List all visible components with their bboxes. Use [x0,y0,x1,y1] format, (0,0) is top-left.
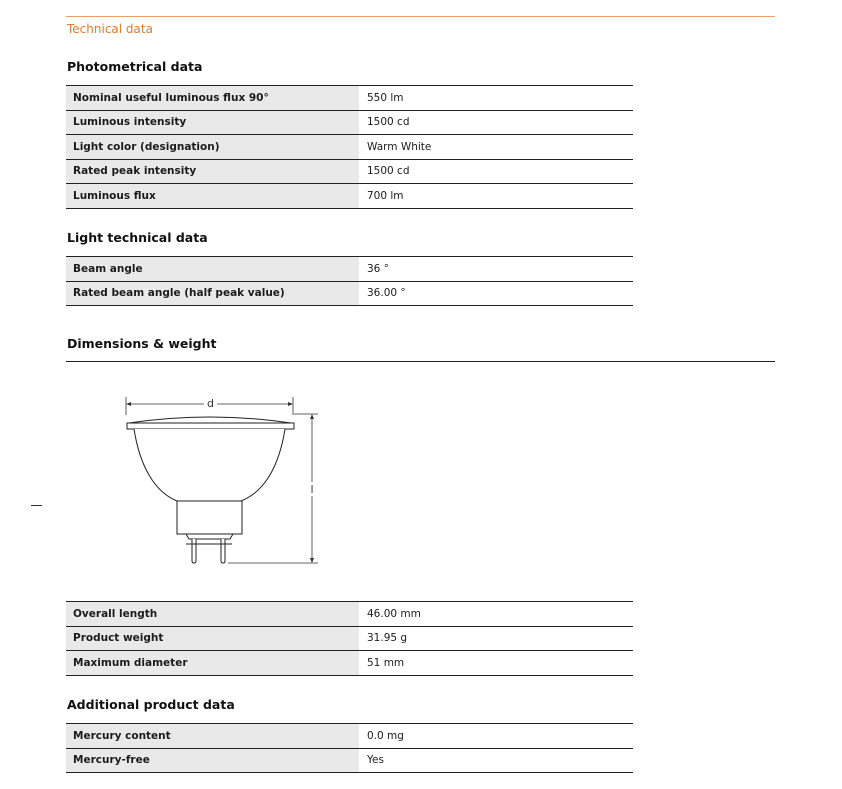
table-row [66,159,633,184]
section-title-photometrical: Photometrical data [67,59,203,74]
row-value: 550 lm [359,86,633,111]
row-label: Mercury content [66,724,359,749]
table-row [66,602,633,627]
light-technical-table [66,256,633,306]
photometrical-table [66,85,633,209]
row-label: Maximum diameter [66,651,359,676]
section-divider [66,361,775,362]
margin-mark [31,505,42,506]
row-value: 0.0 mg [359,724,633,749]
table-row [66,724,633,749]
row-value: 1500 cd [359,110,633,135]
row-value: 46.00 mm [359,602,633,627]
section-title-additional: Additional product data [67,697,235,712]
row-value: 36 ° [359,257,633,282]
row-value: Warm White [359,135,633,160]
row-label: Luminous flux [66,184,359,209]
page-title: Technical data [67,22,153,36]
length-label: l [310,483,314,496]
table-row [66,135,633,160]
row-label: Rated peak intensity [66,159,359,184]
section-title-light-technical: Light technical data [67,230,208,245]
table-row [66,184,633,209]
row-label: Luminous intensity [66,110,359,135]
top-accent-rule [66,16,775,17]
row-value: 1500 cd [359,159,633,184]
dimensions-table [66,601,633,676]
row-label: Beam angle [66,257,359,282]
table-row [66,86,633,111]
row-label: Mercury-free [66,748,359,773]
row-label: Nominal useful luminous flux 90° [66,86,359,111]
row-label: Light color (designation) [66,135,359,160]
row-label: Product weight [66,626,359,651]
lamp-dimension-drawing [118,392,324,568]
additional-table [66,723,633,773]
table-row [66,748,633,773]
row-label: Rated beam angle (half peak value) [66,281,359,306]
lamp-outline-icon [118,392,324,568]
section-title-dimensions: Dimensions & weight [67,336,217,351]
table-row [66,257,633,282]
row-value: 700 lm [359,184,633,209]
table-row [66,281,633,306]
diameter-label: d [207,397,214,410]
row-value: Yes [359,748,633,773]
table-row [66,626,633,651]
row-value: 31.95 g [359,626,633,651]
row-value: 51 mm [359,651,633,676]
table-row [66,110,633,135]
table-row [66,651,633,676]
row-value: 36.00 ° [359,281,633,306]
row-label: Overall length [66,602,359,627]
